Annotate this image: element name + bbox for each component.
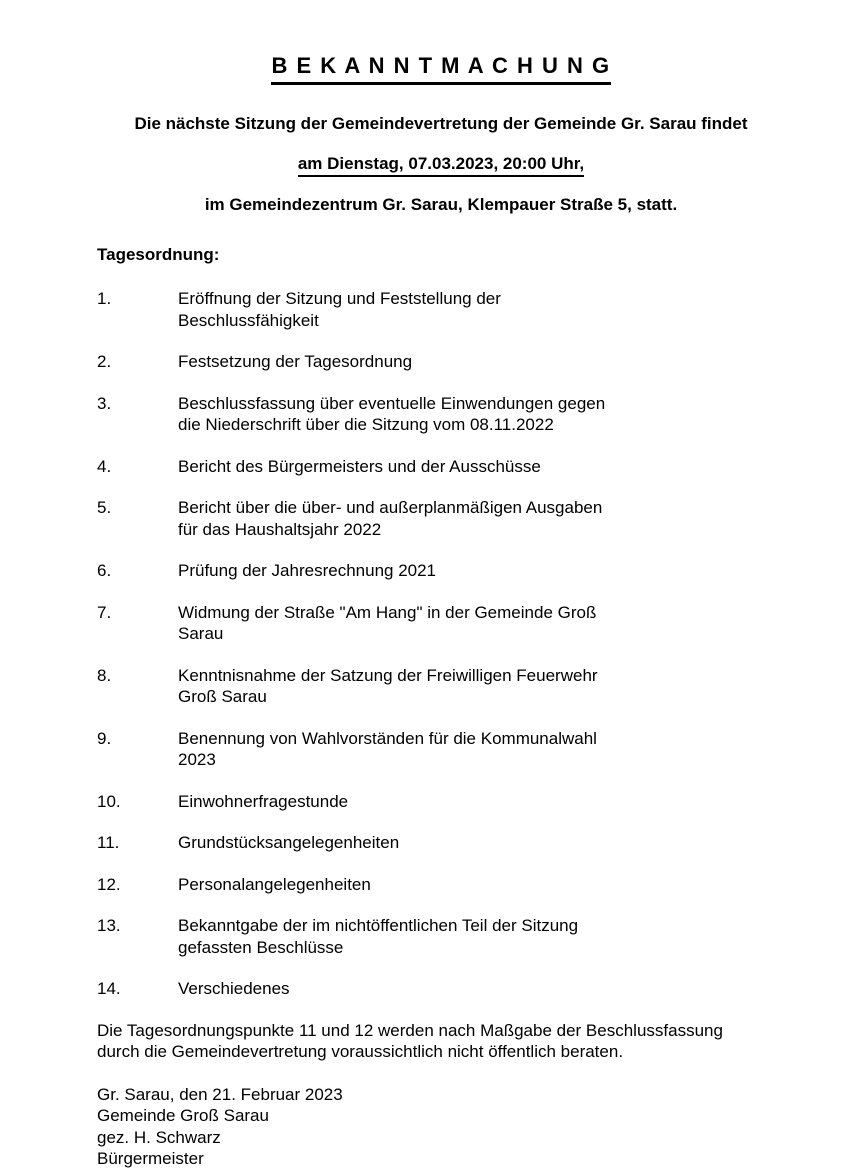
agenda-item-text bbox=[178, 915, 785, 958]
agenda-item-line: gefassten Beschlüsse bbox=[178, 937, 344, 957]
agenda-item-text bbox=[178, 978, 785, 1000]
intro-line-1: Die nächste Sitzung der Gemeindevertretung der Gemeinde Gr. Sarau findet bbox=[134, 114, 748, 133]
agenda-item-13 bbox=[97, 915, 785, 958]
agenda-item-number: 12. bbox=[97, 874, 121, 894]
agenda-item-line: Groß Sarau bbox=[178, 687, 267, 706]
agenda-item-5 bbox=[97, 497, 785, 540]
non-public-note bbox=[97, 1020, 785, 1063]
agenda-item-line: Verschiedenes bbox=[178, 979, 290, 998]
agenda-item-12 bbox=[97, 874, 785, 896]
agenda-list bbox=[97, 288, 785, 1000]
agenda-item-line: Personalangelegenheiten bbox=[178, 874, 371, 894]
agenda-item-text bbox=[178, 602, 785, 645]
agenda-item-line: Einwohnerfragestunde bbox=[178, 791, 349, 811]
intro-line-3: im Gemeindezentrum Gr. Sarau, Klempauer Straße 5, statt. bbox=[204, 195, 678, 214]
agenda-item-number: 2. bbox=[97, 352, 112, 371]
agenda-item-number: 6. bbox=[97, 561, 112, 580]
agenda-item-1 bbox=[97, 288, 785, 331]
note-line: Die Tagesordnungspunkte 11 und 12 werden nach Maßgabe der Beschlussfassung bbox=[97, 1020, 723, 1040]
agenda-item-text bbox=[178, 665, 785, 708]
agenda-item-text bbox=[178, 791, 785, 813]
agenda-item-text bbox=[178, 560, 785, 582]
signature-municipality: Gemeinde Groß Sarau bbox=[97, 1106, 269, 1125]
agenda-heading: Tagesordnung: bbox=[97, 244, 220, 264]
signature-place-date: Gr. Sarau, den 21. Februar 2023 bbox=[97, 1084, 343, 1104]
signature-role: Bürgermeister bbox=[97, 1149, 204, 1168]
agenda-item-10 bbox=[97, 791, 785, 813]
agenda-item-text bbox=[178, 393, 785, 436]
agenda-item-number: 13. bbox=[97, 916, 121, 935]
agenda-item-line: Beschlussfähigkeit bbox=[178, 310, 319, 330]
agenda-item-4 bbox=[97, 456, 785, 478]
document-title: B E K A N N T M A C H U N G bbox=[271, 52, 610, 85]
agenda-item-text bbox=[178, 288, 785, 331]
agenda-item-11 bbox=[97, 832, 785, 854]
agenda-item-line: die Niederschrift über die Sitzung vom 08.11.2022 bbox=[178, 415, 554, 434]
agenda-item-number: 10. bbox=[97, 791, 121, 811]
agenda-item-line: 2023 bbox=[178, 750, 216, 769]
agenda-item-number: 11. bbox=[97, 833, 120, 852]
signature-block bbox=[97, 1084, 785, 1170]
agenda-item-line: Widmung der Straße "Am Hang" in der Gemeinde Groß bbox=[178, 602, 597, 622]
agenda-item-line: Eröffnung der Sitzung und Feststellung der bbox=[178, 289, 501, 308]
agenda-item-number: 5. bbox=[97, 498, 112, 517]
agenda-item-line: Prüfung der Jahresrechnung 2021 bbox=[178, 561, 437, 580]
agenda-item-line: Bericht des Bürgermeisters und der Ausschüsse bbox=[178, 456, 541, 476]
agenda-item-line: Bericht über die über- und außerplanmäßigen Ausgaben bbox=[178, 498, 603, 517]
agenda-item-line: Beschlussfassung über eventuelle Einwendungen gegen bbox=[178, 393, 606, 413]
agenda-item-line: Benennung von Wahlvorständen für die Kommunalwahl bbox=[178, 728, 597, 748]
agenda-item-line: für das Haushaltsjahr 2022 bbox=[178, 519, 382, 539]
signature-signed-by: gez. H. Schwarz bbox=[97, 1127, 221, 1147]
agenda-item-7 bbox=[97, 602, 785, 645]
agenda-item-9 bbox=[97, 728, 785, 771]
intro-line-2 bbox=[97, 153, 785, 178]
agenda-item-number: 3. bbox=[97, 393, 112, 413]
agenda-item-number: 14. bbox=[97, 979, 121, 998]
agenda-item-number: 9. bbox=[97, 728, 112, 748]
meeting-datetime: am Dienstag, 07.03.2023, 20:00 Uhr, bbox=[298, 153, 584, 178]
agenda-item-line: Kenntnisnahme der Satzung der Freiwilligen Feuerwehr bbox=[178, 665, 598, 685]
agenda-item-number: 1. bbox=[97, 289, 112, 308]
agenda-item-3 bbox=[97, 393, 785, 436]
agenda-item-text bbox=[178, 832, 785, 854]
agenda-item-number: 8. bbox=[97, 665, 112, 685]
agenda-item-text bbox=[178, 874, 785, 896]
agenda-item-text bbox=[178, 351, 785, 373]
agenda-item-text bbox=[178, 456, 785, 478]
agenda-item-number: 7. bbox=[97, 602, 112, 622]
agenda-item-line: Festsetzung der Tagesordnung bbox=[178, 352, 413, 371]
agenda-item-2 bbox=[97, 351, 785, 373]
agenda-item-text bbox=[178, 728, 785, 771]
agenda-item-line: Bekanntgabe der im nichtöffentlichen Teil der Sitzung bbox=[178, 916, 579, 935]
agenda-item-8 bbox=[97, 665, 785, 708]
agenda-item-line: Grundstücksangelegenheiten bbox=[178, 833, 400, 852]
agenda-item-6 bbox=[97, 560, 785, 582]
agenda-item-line: Sarau bbox=[178, 624, 224, 643]
agenda-item-text bbox=[178, 497, 785, 540]
agenda-item-14 bbox=[97, 978, 785, 1000]
agenda-item-number: 4. bbox=[97, 456, 112, 476]
title-wrap bbox=[97, 52, 785, 85]
note-line: durch die Gemeindevertretung voraussichtlich nicht öffentlich beraten. bbox=[97, 1042, 624, 1061]
